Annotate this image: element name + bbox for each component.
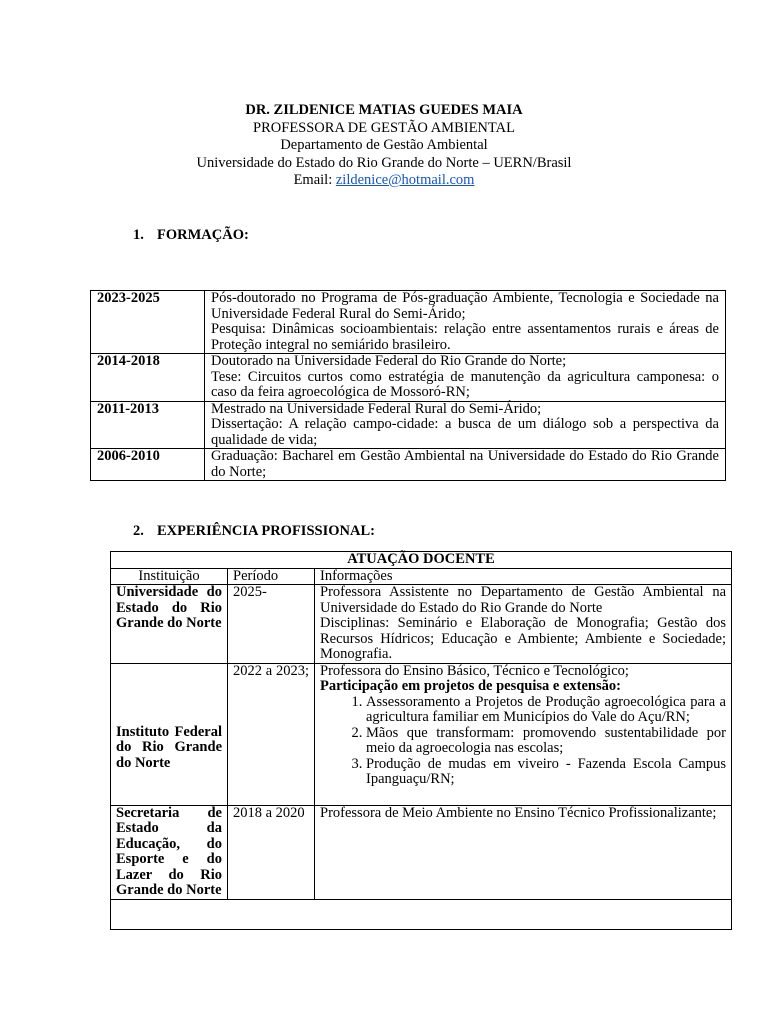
email-link[interactable]: zildenice@hotmail.com	[335, 172, 475, 188]
description-line: Pesquisa: Dinâmicas socioambientais: relação entre assentamentos rurais e áreas de Proteção integral no semiárido brasileiro.	[211, 321, 719, 353]
description-line: Tese: Circuitos curtos como estratégia de manutenção da agricultura camponesa: o caso da feira agroecológica de Mossoró-RN;	[211, 368, 719, 400]
description-cell	[205, 291, 726, 354]
table-header-row	[111, 568, 732, 585]
institution-cell: Instituto Federal do Rio Grande do Norte	[111, 663, 228, 805]
info-line: Professora do Ensino Básico, Técnico e Tecnológico;	[320, 662, 629, 679]
column-header: Instituição	[111, 568, 228, 585]
university: Universidade do Estado do Rio Grande do Norte – UERN/Brasil	[196, 154, 572, 171]
list-item: 2. Mãos que transformam: promovendo sustentabilidade por meio da agroecologia nas escolas;	[366, 726, 726, 757]
info-cell	[315, 585, 732, 664]
info-line: Professora Assistente no Departamento de Gestão Ambiental na Universidade do Estado do Rio Grande do Norte	[320, 584, 726, 616]
experiencia-table	[110, 551, 732, 930]
author-role: PROFESSORA DE GESTÃO AMBIENTAL	[253, 119, 515, 136]
formacao-table	[90, 290, 726, 481]
column-header: Informações	[315, 568, 732, 585]
info-line: Disciplinas: Seminário e Elaboração de Monografia; Gestão dos Recursos Hídricos; Educação e Ambiente; Ambiente e Sociedade; Monografia.	[320, 615, 726, 662]
period-cell: 2018 a 2020	[228, 805, 315, 899]
description-line: Doutorado na Universidade Federal do Rio Grande do Norte;	[211, 353, 567, 369]
email-label: Email:	[293, 172, 336, 188]
description-line: Graduação: Bacharel em Gestão Ambiental na Universidade do Estado do Rio Grande do Norte;	[211, 448, 719, 480]
info-cell	[315, 663, 732, 805]
table-title: ATUAÇÃO DOCENTE	[111, 552, 732, 569]
institution-cell: Secretaria de Estado da Educação, do Esporte e do Lazer do Rio Grande do Norte	[111, 805, 228, 899]
institution-cell: Universidade do Estado do Rio Grande do Norte	[111, 585, 228, 664]
section-title-text: EXPERIÊNCIA PROFISSIONAL:	[157, 523, 375, 539]
period-cell: 2014-2018	[91, 354, 205, 402]
document-header	[0, 102, 768, 190]
description-cell	[205, 449, 726, 481]
column-header: Período	[228, 568, 315, 585]
section-experiencia-title	[133, 523, 375, 540]
description-cell	[205, 354, 726, 402]
period-cell: 2025-	[228, 585, 315, 664]
table-row	[111, 663, 732, 805]
section-formacao-title	[133, 227, 249, 244]
period-cell: 2023-2025	[91, 291, 205, 354]
email-line	[0, 172, 768, 190]
empty-cell	[111, 899, 732, 929]
period-cell: 2011-2013	[91, 401, 205, 449]
period-cell: 2022 a 2023;	[228, 663, 315, 805]
author-name: DR. ZILDENICE MATIAS GUEDES MAIA	[245, 102, 523, 118]
empty-row	[111, 899, 732, 929]
section-number: 1.	[133, 227, 144, 243]
description-line: Dissertação: A relação campo-cidade: a busca de um diálogo sob a perspectiva da qualidade de vida;	[211, 416, 719, 448]
description-line: Mestrado na Universidade Federal Rural do Semi-Árido;	[211, 400, 542, 417]
section-number: 2.	[133, 523, 144, 539]
table-row	[91, 291, 726, 354]
list-item: 3. Produção de mudas em viveiro - Fazenda Escola Campus Ipanguaçu/RN;	[366, 757, 726, 788]
project-list	[320, 695, 726, 788]
table-row	[111, 585, 732, 664]
department: Departamento de Gestão Ambiental	[280, 137, 488, 153]
table-row	[91, 449, 726, 481]
info-cell: Professora de Meio Ambiente no Ensino Técnico Profissionalizante;	[315, 805, 732, 899]
description-line: Pós-doutorado no Programa de Pós-graduação Ambiente, Tecnologia e Sociedade na Universidade Federal Rural do Semi-Árido;	[211, 290, 719, 322]
table-row	[111, 805, 732, 899]
period-cell: 2006-2010	[91, 449, 205, 481]
info-subtitle: Participação em projetos de pesquisa e extensão:	[320, 678, 621, 694]
section-title-text: FORMAÇÃO:	[157, 227, 249, 243]
table-title-row	[111, 552, 732, 569]
list-item: 1. Assessoramento a Projetos de Produção agroecológica para a agricultura familiar em Municípios do Vale do Açu/RN;	[366, 695, 726, 726]
description-cell	[205, 401, 726, 449]
table-row	[91, 354, 726, 402]
table-row	[91, 401, 726, 449]
